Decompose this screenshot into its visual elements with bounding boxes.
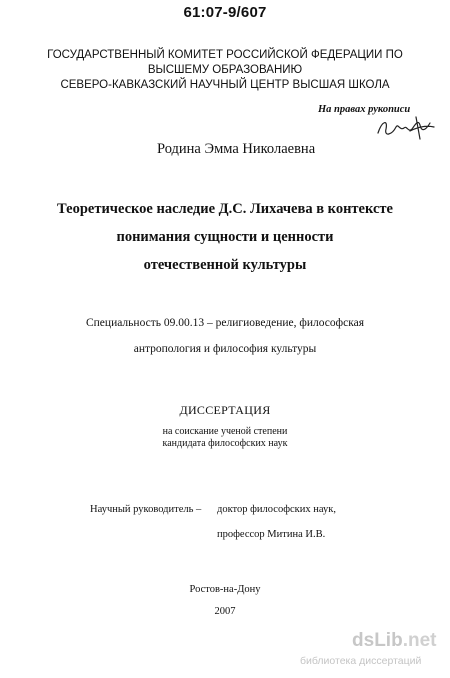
document-code: 61:07-9/607 (183, 4, 267, 21)
watermark-logo-suffix: .net (402, 630, 437, 651)
organization-block (0, 48, 450, 93)
specialty-block (0, 310, 450, 362)
title-line: понимания сущности и ценности (116, 229, 334, 245)
dissertation-purpose (0, 426, 450, 450)
watermark-logo[interactable] (352, 630, 436, 652)
advisor-degree: доктор философских наук, (217, 504, 336, 515)
specialty-line: Специальность 09.00.13 – религиоведение, философская (85, 317, 365, 329)
watermark-logo-prefix: ds (352, 630, 375, 651)
watermark-subtitle[interactable]: библиотека диссертаций (300, 655, 422, 667)
title-line: отечественной культуры (143, 257, 307, 273)
year: 2007 (214, 606, 236, 617)
purpose-line: на соискание ученой степени (162, 426, 288, 437)
manuscript-note: На правах рукописи (318, 104, 411, 115)
signature-icon (374, 113, 436, 141)
dissertation-type: ДИССЕРТАЦИЯ (179, 403, 271, 417)
dissertation-title (0, 195, 450, 279)
watermark-logo-main: Lib (374, 630, 403, 651)
advisor-label: Научный руководитель – (90, 504, 202, 515)
specialty-line: антропология и философия культуры (133, 343, 317, 355)
organization-line: ВЫСШЕМУ ОБРАЗОВАНИЮ (147, 64, 303, 76)
organization-line: СЕВЕРО-КАВКАЗСКИЙ НАУЧНЫЙ ЦЕНТР ВЫСШАЯ ШКОЛА (60, 79, 390, 91)
purpose-line: кандидата философских наук (162, 438, 288, 449)
title-line: Теоретическое наследие Д.С. Лихачева в контексте (57, 201, 393, 217)
organization-line: ГОСУДАРСТВЕННЫЙ КОМИТЕТ РОССИЙСКОЙ ФЕДЕРАЦИИ ПО (47, 49, 403, 61)
advisor-name: профессор Митина И.В. (217, 529, 326, 540)
author-name: Родина Эмма Николаевна (157, 141, 316, 157)
city: Ростов-на-Дону (189, 584, 261, 595)
